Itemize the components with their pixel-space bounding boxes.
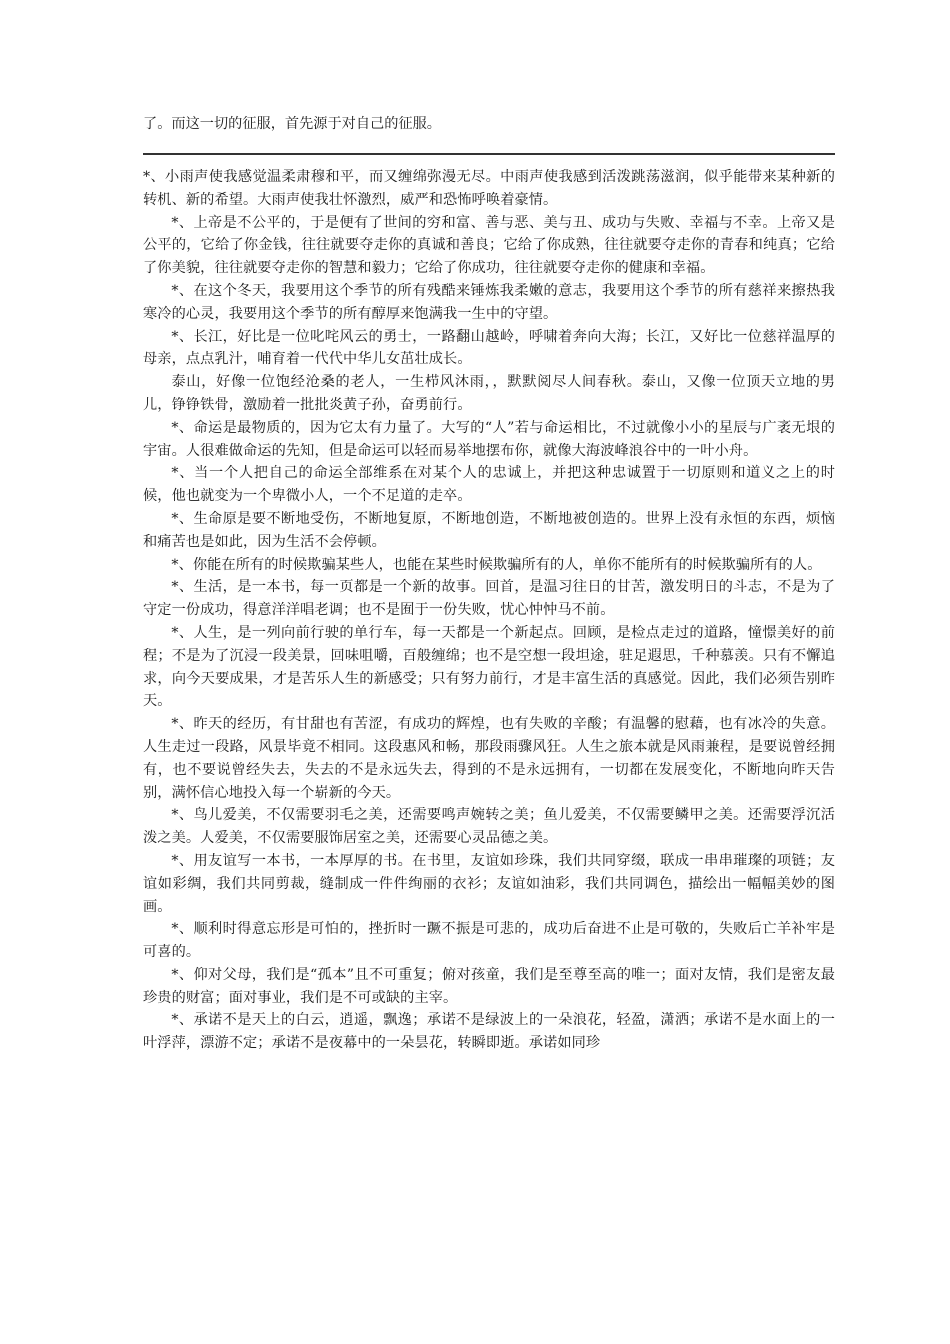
paragraph: *、生命原是要不断地受伤，不断地复原，不断地创造，不断地被创造的。世界上没有永恒的东西，烦恼和痛苦也是如此，因为生活不会停顿。 [143,510,835,550]
paragraph: *、鸟儿爱美，不仅需要羽毛之美，还需要鸣声婉转之美；鱼儿爱美，不仅需要鳞甲之美。还需要浮沉活泼之美。人爱美，不仅需要服饰居室之美，还需要心灵品德之美。 [143,807,835,847]
paragraph: *、顺利时得意忘形是可怕的，挫折时一蹶不振是可悲的，成功后奋进不止是可敬的，失败后亡羊补牢是可喜的。 [143,921,835,961]
paragraph: *、人生，是一列向前行驶的单行车，每一天都是一个新起点。回顾，是检点走过的道路，憧憬美好的前程；不是为了沉浸一段美景，回味咀嚼，百般缠绵；也不是空想一段坦途，驻足遐思，千种慕羡。只有不懈追求，向今天要成果，才是苦乐人生的新感受；只有努力前行，才是丰富生活的真感觉。因此，我们必须告别昨天。 [143,624,835,710]
paragraph: *、用友谊写一本书，一本厚厚的书。在书里，友谊如珍珠，我们共同穿缀，联成一串串璀璨的项链；友谊如彩绸，我们共同剪裁，缝制成一件件绚丽的衣衫；友谊如油彩，我们共同调色，描绘出一幅幅美妙的图画。 [143,852,835,915]
paragraph: *、仰对父母，我们是“孤本”且不可重复；俯对孩童，我们是至尊至高的唯一；面对友情，我们是密友最珍贵的财富；面对事业，我们是不可或缺的主宰。 [143,966,835,1006]
continued-text-line: 了。而这一切的征服，首先源于对自己的征服。 [143,116,441,132]
paragraph: *、承诺不是天上的白云，逍遥，飘逸；承诺不是绿波上的一朵浪花，轻盈，潇洒；承诺不是水面上的一叶浮萍，漂游不定；承诺不是夜幕中的一朵昙花，转瞬即逝。承诺如同珍 [143,1012,835,1052]
paragraph: *、长江，好比是一位叱咤风云的勇士，一路翻山越岭，呼啸着奔向大海；长江，又好比一位慈祥温厚的母亲，点点乳汁，哺育着一代代中华儿女茁壮成长。 [143,328,835,368]
paragraph: *、小雨声使我感觉温柔肃穆和平，而又缠绵弥漫无尽。中雨声使我感到活泼跳荡滋润，似乎能带来某种新的转机、新的希望。大雨声使我壮怀激烈，威严和恐怖呼唤着豪情。 [143,169,835,208]
document-page [143,112,835,1055]
paragraph: *、命运是最物质的，因为它太有力量了。大写的“人”若与命运相比，不过就像小小的星辰与广袤无垠的宇宙。人很难做命运的先知，但是命运可以轻而易举地摆布你，就像大海波峰浪谷中的一叶小舟。 [143,419,835,459]
paragraph: *、当一个人把自己的命运全部维系在对某个人的忠诚上，并把这种忠诚置于一切原则和道义之上的时候，他也就变为一个卑微小人，一个不足道的走卒。 [143,465,835,505]
paragraph: *、你能在所有的时候欺骗某些人，也能在某些时候欺骗所有的人，单你不能所有的时候欺骗所有的人。 [171,556,822,573]
paragraph: *、在这个冬天，我要用这个季节的所有残酷来锤炼我柔嫩的意志，我要用这个季节的所有慈祥来擦热我寒冷的心灵，我要用这个季节的所有醇厚来饱满我一生中的守望。 [143,282,835,322]
paragraph: *、上帝是不公平的，于是便有了世间的穷和富、善与恶、美与丑、成功与失败、幸福与不幸。上帝又是公平的，它给了你金钱，往往就要夺走你的真诚和善良；它给了你成熟，往往就要夺走你的青春和纯真；它给了你美貌，往往就要夺走你的智慧和毅力；它给了你成功，往往就要夺走你的健康和幸福。 [143,214,835,277]
paragraph: *、昨天的经历，有甘甜也有苦涩，有成功的辉煌，也有失败的辛酸；有温馨的慰藉，也有冰冷的失意。人生走过一段路，风景毕竟不相同。这段惠风和畅，那段雨骤风狂。人生之旅本就是风雨兼程，是要说曾经拥有，也不要说曾经失去，失去的不是永远失去，得到的不是永远拥有，一切都在发展变化，不断地向昨天告别，满怀信心地投入每一个崭新的今天。 [143,716,835,801]
paragraph: 泰山，好像一位饱经沧桑的老人，一生栉风沐雨，，默默阅尽人间春秋。泰山，又像一位顶天立地的男儿，铮铮铁骨，激励着一批批炎黄子孙，奋勇前行。 [143,374,835,413]
paragraph-list [143,166,835,1055]
paragraph: *、生活，是一本书，每一页都是一个新的故事。回首，是温习往日的甘苦，激发明日的斗志，不是为了守定一份成功，得意洋洋唱老调；也不是囿于一份失败，忧心忡忡马不前。 [143,579,835,619]
section-divider [143,153,835,155]
